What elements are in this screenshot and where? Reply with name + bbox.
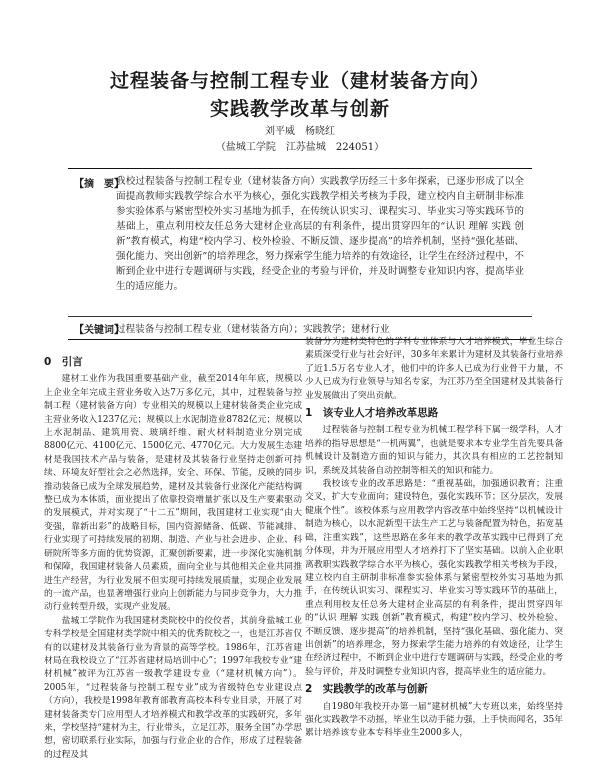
section-heading-2: 2 实践教学的改革与创新 bbox=[305, 683, 428, 696]
affiliation: （盐城工学院 江苏盐城 224051） bbox=[215, 142, 385, 153]
keywords-divider bbox=[68, 316, 532, 317]
section-heading-1: 1 该专业人才培养改革思路 bbox=[305, 407, 439, 420]
keywords-label: 【关键词】 bbox=[74, 325, 124, 336]
paragraph: 盐城工学院作为我国建材类院校中的佼佼者，其前身盐城工业专科学校是全国建材类学院中相关的优秀院校之一，也是江苏省仅有的以建材及其装备行业为背景的高等学校。1986年，江苏省建材局在我校设立了“江苏省建材局培训中心”；1997年我校专业“建材机械”被评为江苏省一级教学建设专业（“建材机械方向”）。2005年，“过程装备与控制工程专业”成为省级特色专业建设点（方向），我校是1998年教育部教育高校本科专业目录，开展了对建材装备类专门应用型人才培养模式和教学改革的实践研究，多年来，学校坚持“建材为主，行业带头，立足江苏，服务全国”办学思想，密切联系行业实际，加强与行业企业的合作，形成了过程装备的过程及其 bbox=[44, 615, 302, 760]
abstract-label: 【摘 要】 bbox=[74, 179, 124, 190]
paragraph: 自1980年我校开办第一届“建材机械”大专班以来，始终坚持强化实践教学不动摇，毕业生以动手能力强，上手快而闻名，35年累计培养该专业本专科毕业生2000多人， bbox=[305, 701, 563, 739]
authors: 刘平威 杨晓红 bbox=[265, 126, 335, 137]
paragraph: 建材工业作为我国重要基础产业，截至2014年年底，规模以上企业全年完成主营业务收入达7万多亿元，其中，过程装备与控制工程（建材装备方向）专业相关的规模以上建材装备类企业完成主营业务收入1237亿元；规模以上水泥制造业8782亿元；规模以上水泥制品、建筑用瓷、玻璃纤维、耐火材料制造业分别完成8800亿元、4100亿元、1500亿元、4770亿元。大力发展生态建材是我国技术产品与装备，是建材及其装备行业坚持走创新可持续、环境友好型社会之必然选择，安全、环保、节能，反映的同步推动装备已成为全球发展趋势，建材及其装备行业深化产能结构调整已成为本体质，面业提出了依靠投资增量扩张以及生产要素驱动的发展模式，并对实现了“十二五”期间，我国建材工业实现“由大变强，靠新出彩”的战略目标，国内资源储备、低碳、节能减排、行业实现了可持续发展的初期、制造、产业与社会进步、企业、科研院所等多方面的优势资源，汇聚创新要素，进一步深化实施机制和保障，我国建材装备人员素质，面向全业与其他相关企业共同推进生产经营，为行业发展不但实现可持续发展质量，实现企业发展的一流产品，也显著增强行业向上创新能力与同步竞争力，大力推动行业转型升级，实现产业发展。 bbox=[44, 374, 302, 613]
paper-title-line-1: 过程装备与控制工程专业（建材装备方向） bbox=[109, 70, 490, 92]
paragraph: 我校该专业的改革思路是：“重视基础，加强通识教育；注重交叉，扩大专业面向；建设特色，强化实践环节；区分层次，发展健康个性”。该校体系与应用教学内容改革中始终坚持“以机械设计制造为核心，以水泥新型干法生产工艺与装备配置为特色，拓宽基础，注重实践”，这些思路在多年来的教学改革实践中已得到了充分体现，并为开展应用型人才培养打下了坚实基础。以前入企业职离教职实践教学综合水平为核心，强化实践教学相关考核为手段，建立校内自主研制非标准参实验体系与紧密型校外实习基地为抓手，在传统认识实习、课程实习、毕业实习等实践环节的基础上，重点利用校友任总务大建材企业高层的有利条件，提出贯穿四年的“认识 理解 实践 创新”教育模式，构建“校内学习、校外检验、不断反馈、逐步提高”的培养机制，坚持“强化基础、强化能力、突出创新”的培养理念，努力探索学生能力培养的有效途径，让学生在经济过程中，不断到企业中进行专题调研与实践，经受企业的考验与评价，并及时调整专业知识内容，提高毕业生的适应能力。 bbox=[305, 479, 563, 677]
section-heading-intro: 0 引言 bbox=[44, 356, 83, 368]
paragraph: 过程装备与控制工程专业为机械工程学科下属一级学科，人才培养的指导思想是“一机两翼”，也就是要求本专业学生首先要具备机械设计及制造方面的知识与能力，其次具有相应的工艺控制知识，系统及其装备自动控制等相关的知识和能力。 bbox=[305, 425, 563, 476]
right-column bbox=[305, 336, 563, 741]
paragraph: 装备分为建材类特色的学科专业体系与人才培养模式，毕业生综合素质深受行业与社会好评，30多年来累计为建材及其装备行业培养了近1.5万名专业人才，他们中的许多人已成为行业骨干力量，不少人已成为行业领导与知名专家，为江苏乃至全国建材及其装备行业发展做出了突出贡献。 bbox=[305, 337, 563, 401]
left-column bbox=[44, 352, 302, 762]
keywords-text: 过程装备与控制工程专业（建材装备方向）；实践教学；建材行业 bbox=[116, 324, 390, 335]
abstract-text: 我校过程装备与控制工程专业（建材装备方向）实践教学历经三十多年探索，已逐步形成了以全面提高教师实践教学综合水平为核心，强化实践教学相关考核为手段，建立校内自主研制非标准参实验体系与紧密型校外实习基地为抓手，在传统认识实习、课程实习、毕业实习等实践环节的基础上，重点利用校友任总务大建材企业高层的有利条件，提出贯穿四年的“认识 理解 实践 创新”教育模式，构建“校内学习、校外检验、不断反馈、逐步提高”的培养机制，坚持“强化基础、强化能力、突出创新”的培养理念，努力探索学生能力培养的有效途径，让学生在经济过程中，不断到企业中进行专题调研与实践，经受企业的考验与评价，并及时调整专业知识内容，提高毕业生的适应能力。 bbox=[116, 176, 524, 292]
paper-title-line-2: 实践教学改革与创新 bbox=[209, 98, 390, 120]
